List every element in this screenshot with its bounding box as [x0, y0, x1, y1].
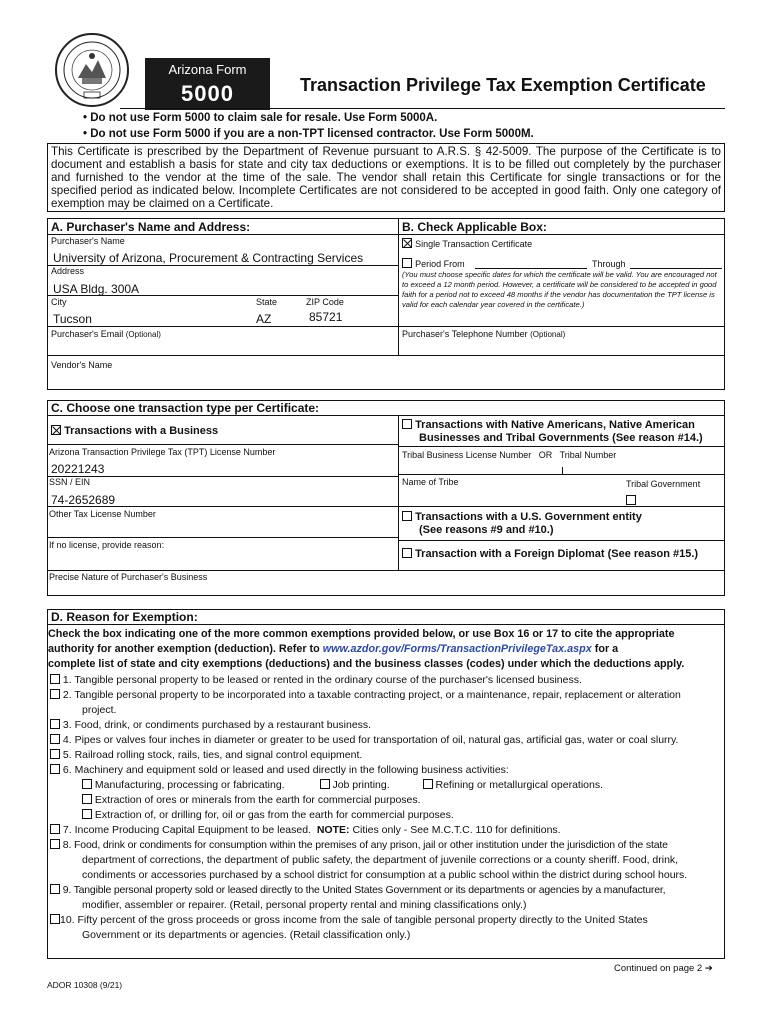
reason-9-checkbox[interactable]	[50, 884, 60, 894]
zip-label: ZIP Code	[306, 297, 344, 307]
reason-item[interactable]: 5. Railroad rolling stock, rails, ties, and signal control equipment.	[50, 748, 687, 763]
section-c-title: C. Choose one transaction type per Certificate:	[51, 401, 320, 415]
business-checkbox[interactable]	[51, 425, 61, 435]
refining-checkbox[interactable]	[423, 779, 433, 789]
tribal-gov-checkbox[interactable]	[626, 495, 636, 505]
reason-7-checkbox[interactable]	[50, 824, 60, 834]
row-line	[47, 415, 725, 416]
reason-2-checkbox[interactable]	[50, 689, 60, 699]
continued-note: Continued on page 2 ➔	[614, 963, 713, 974]
state-seal	[54, 32, 130, 108]
us-gov-checkbox[interactable]	[402, 511, 412, 521]
period-through-field[interactable]	[630, 268, 722, 269]
reason-item-cont: condiments or accessories purchased by a school district for consumption at a public school within the district during school hours.	[82, 869, 688, 881]
section-a-title: A. Purchaser's Name and Address:	[51, 220, 251, 234]
phone-label: Purchaser's Telephone Number (Optional)	[402, 329, 566, 339]
row-line	[398, 446, 725, 447]
tribe-name-label: Name of Tribe	[402, 477, 459, 487]
row-line	[398, 474, 725, 475]
diplomat-option[interactable]: Transaction with a Foreign Diplomat (See reason #15.)	[402, 548, 698, 560]
c-divider	[398, 415, 399, 570]
form-id: ADOR 10308 (9/21)	[47, 980, 123, 990]
state-field[interactable]: AZ	[256, 312, 272, 326]
reason-6-suboptions: Manufacturing, processing or fabricating. Job printing. Refining or metallurgical operations.	[50, 778, 687, 793]
tribal-license-label: Tribal Business License Number OR Tribal Number	[402, 450, 617, 460]
row-line	[47, 476, 398, 477]
ssn-field[interactable]: 74-2652689	[51, 493, 116, 507]
arrow-right-icon: ➔	[704, 963, 713, 974]
bullet-item: • Do not use Form 5000 to claim sale for resale. Use Form 5000A.	[83, 112, 438, 124]
period-checkbox[interactable]	[402, 258, 412, 268]
us-gov-option[interactable]: Transactions with a U.S. Government entity (See reasons #9 and #10.)	[402, 511, 642, 537]
section-b-title: B. Check Applicable Box:	[402, 220, 547, 234]
reason-item[interactable]: 4. Pipes or valves four inches in diameter or greater to be used for transportation of oil, natural gas, artificial gas, water or coal slurry.	[50, 733, 687, 748]
reason-item[interactable]: 10. Fifty percent of the gross proceeds or gross income from the sale of tangible personal property directly to the United States	[50, 913, 687, 928]
tpt-license-label: Arizona Transaction Privilege Tax (TPT) License Number	[49, 447, 276, 457]
period-note: (You must choose specific dates for which the certificate will be valid. You are encouraged not to exceed a 12 month period. However, a certificate will be considered to be accepted in good faith for a period not to exceed 48 months if the vendor has documentation the TPT license is valid for each calendar year covered in the certificate.)	[402, 270, 717, 309]
tribal-gov-label: Tribal Government	[626, 479, 701, 489]
native-checkbox[interactable]	[402, 419, 412, 429]
ab-divider	[398, 218, 399, 355]
reason-item[interactable]: 2. Tangible personal property to be incorporated into a taxable contracting project, or a maintenance, repair, replacement or alteration	[50, 688, 687, 703]
reason-6-checkbox[interactable]	[50, 764, 60, 774]
reason-item[interactable]: 7. Income Producing Capital Equipment to be leased. NOTE: Cities only - See M.C.T.C. 110 for definitions.	[50, 823, 687, 838]
bullet-item: • Do not use Form 5000 if you are a non-TPT licensed contractor. Use Form 5000M.	[83, 128, 534, 140]
reason-1-checkbox[interactable]	[50, 674, 60, 684]
manufacturing-checkbox[interactable]	[82, 779, 92, 789]
row-line	[47, 624, 725, 625]
reason-10-checkbox[interactable]	[50, 914, 60, 924]
nature-label: Precise Nature of Purchaser's Business	[49, 572, 208, 582]
email-label: Purchaser's Email (Optional)	[51, 329, 161, 339]
reason-5-checkbox[interactable]	[50, 749, 60, 759]
state-label: State	[256, 297, 278, 307]
form-number: 5000	[181, 81, 234, 106]
reason-item[interactable]: 3. Food, drink, or condiments purchased by a restaurant business.	[50, 718, 687, 733]
tpt-license-field[interactable]: 20221243	[51, 462, 105, 476]
no-license-label: If no license, provide reason:	[49, 540, 165, 550]
reason-item[interactable]: 1. Tangible personal property to be leased or rented in the ordinary course of the purchaser's licensed business.	[50, 673, 687, 688]
business-option[interactable]: Transactions with a Business	[51, 425, 218, 437]
row-line	[47, 326, 398, 327]
native-option[interactable]: Transactions with Native Americans, Native American Businesses and Tribal Governments (See reason #14.)	[402, 419, 703, 445]
row-line	[47, 265, 398, 266]
reason-6-oil[interactable]: Extraction of, or drilling for, oil or gas from the earth for commercial purposes.	[50, 808, 687, 823]
reason-6-ores[interactable]: Extraction of ores or minerals from the earth for commercial purposes.	[50, 793, 687, 808]
city-label: City	[51, 297, 67, 307]
row-line	[47, 506, 398, 507]
diplomat-checkbox[interactable]	[402, 548, 412, 558]
purchaser-name-label: Purchaser's Name	[51, 236, 125, 246]
purchaser-name-field[interactable]: University of Arizona, Procurement & Contracting Services	[53, 251, 364, 265]
instructions-link[interactable]: www.azdor.gov/Forms/TransactionPrivilegeTax.aspx	[322, 643, 592, 655]
reason-8-checkbox[interactable]	[50, 839, 60, 849]
row-line	[47, 444, 398, 445]
other-license-label: Other Tax License Number	[49, 509, 156, 519]
single-transaction-option[interactable]: Single Transaction Certificate	[402, 238, 532, 250]
reason-item[interactable]: 6. Machinery and equipment sold or leased and used directly in the following business activities:	[50, 763, 687, 778]
row-line	[47, 537, 398, 538]
reason-list	[50, 673, 687, 943]
reason-item-cont: Government or its departments or agencies. (Retail classification only.)	[82, 929, 411, 941]
period-option[interactable]: Period From	[402, 258, 465, 270]
section-d-title: D. Reason for Exemption:	[51, 610, 198, 624]
vendor-name-label: Vendor's Name	[51, 360, 113, 370]
instruction-bullets	[83, 110, 534, 142]
reason-item[interactable]: 8. Food, drink or condiments for consumption within the premises of any prison, jail or other institution under the jurisdiction of the state	[50, 838, 687, 853]
row-line	[47, 355, 725, 356]
section-d-instructions: Check the box indicating one of the more common exemptions provided below, or use Box 16 or 17 to cite the appropriate authority for another exemption (deduction). Refer to www.azdor.gov/Forms/TransactionPrivilegeTax.aspx for a complete list of state and city exemptions (deductions) and the business classes (codes) under which the deductions apply.	[48, 628, 685, 670]
address-label: Address	[51, 266, 85, 276]
row-line	[398, 506, 725, 507]
form-label: Arizona Form	[168, 62, 247, 77]
reason-item[interactable]: 9. Tangible personal property sold or leased directly to the United States Government or its departments or agencies by a manufacturer,	[50, 883, 687, 898]
row-line	[398, 540, 725, 541]
ab-header-line	[47, 234, 725, 235]
intro-paragraph: This Certificate is prescribed by the Department of Revenue pursuant to A.R.S. § 42-5009. The purpose of the Certificate is to document and establish a basis for state and city tax deductions or exemptions. It is to be filled out completely by the purchaser and furnished to the vendor at the time of the sale. The vendor shall retain this Certificate for single transactions or for the specified period as indicated below. Incomplete Certificates are not considered to be accepted in good faith. Only one category of exemption may be claimed on a Certificate.	[47, 143, 725, 212]
ssn-label: SSN / EIN	[49, 477, 91, 487]
reason-4-checkbox[interactable]	[50, 734, 60, 744]
reason-3-checkbox[interactable]	[50, 719, 60, 729]
zip-field[interactable]: 85721	[309, 310, 343, 324]
period-from-field[interactable]	[475, 268, 587, 269]
job-printing-checkbox[interactable]	[320, 779, 330, 789]
extraction-ores-checkbox[interactable]	[82, 794, 92, 804]
row-line	[47, 570, 725, 571]
reason-item-cont: department of corrections, the department of public safety, the department of juvenile corrections or a county sheriff. Food, drink,	[82, 854, 679, 866]
row-line	[47, 295, 398, 296]
through-label: Through	[592, 259, 626, 269]
row-line	[398, 326, 725, 327]
reason-item-cont: project.	[82, 704, 117, 716]
city-field[interactable]: Tucson	[53, 312, 92, 326]
address-field[interactable]: USA Bldg. 300A	[53, 282, 140, 296]
single-transaction-checkbox[interactable]	[402, 238, 412, 248]
reason-item-cont: modifier, assembler or repairer. (Retail, personal property rental and mining classifications only.)	[82, 899, 527, 911]
page-title: Transaction Privilege Tax Exemption Certificate	[300, 75, 706, 95]
extraction-oil-checkbox[interactable]	[82, 809, 92, 819]
